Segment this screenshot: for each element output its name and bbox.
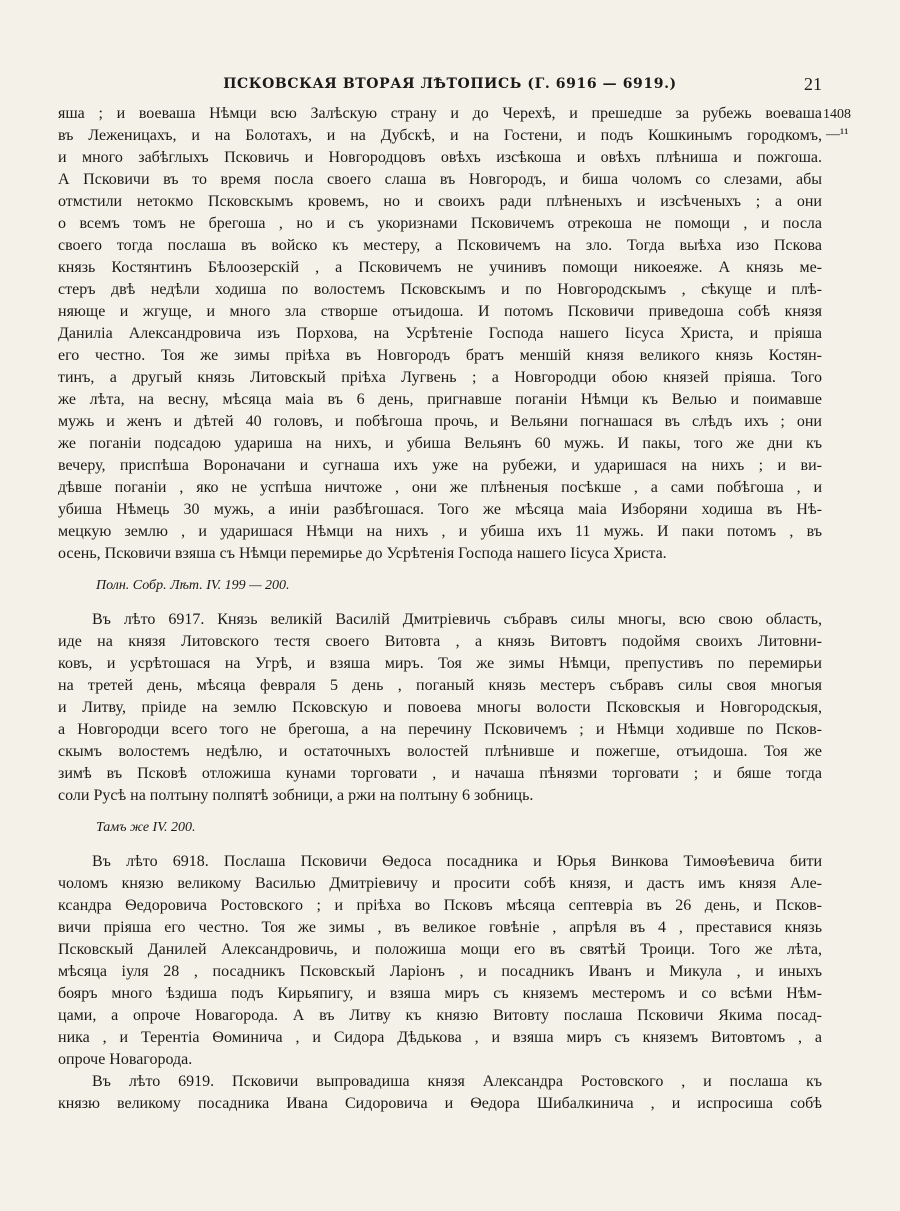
paragraph-1 <box>58 103 822 565</box>
text-line: и Литву, пріиде на землю Псковскую и повоева многы волости Псковскыя и Новгородскыя, <box>58 699 822 716</box>
text-line: князь Костянтинъ Бѣлоозерскій , а Псковичемъ не учинивъ помощи никоеяже. А князь ме- <box>58 259 822 276</box>
text-line: яша ; и воеваша Нѣмци всю Залѣскую страну и до Черехѣ, и прешедше за рубежь воеваша <box>58 105 822 122</box>
text-line: а Новгородци всего того не брегоша, а на перечину Псковичемъ ; и Нѣмци ходивше по Псков- <box>58 721 822 738</box>
paragraph-2 <box>58 609 822 807</box>
text-line: въ Леженицахъ, и на Болотахъ, и на Дубскѣ, и на Гостени, и подъ Кошкинымъ городкомъ, <box>58 127 822 144</box>
text-line: чоломъ князю великому Василью Дмитріевичу и просити собѣ князя, и дастъ имъ князя Але- <box>58 875 822 892</box>
text-line: князю великому посадника Ивана Сидоровича и Ѳедора Шибалкинича , и испросиша собѣ <box>58 1095 822 1112</box>
body-text <box>58 103 822 1115</box>
source-citation-2: Тамъ же IV. 200. <box>96 820 196 835</box>
text-line: на третей день, мѣсяца февраля 5 день , поганый князь местеръ събравъ силы своя многыя <box>58 677 822 694</box>
text-line: Въ лѣто 6919. Псковичи выпровадиша князя Александра Ростовского , и послаша къ <box>92 1073 822 1090</box>
text-line: же лѣта, на весну, мѣсяца маіа въ 6 день, пригнавше поганіи Нѣмци къ Велью и поимавше <box>58 391 822 408</box>
text-line: дѣвше поганіи , яко не успѣша ничтоже , они же плѣненыя посѣкше , а сами побѣгоша , и <box>58 479 822 496</box>
text-line: вечеру, приспѣша Вороначани и сугнаша ихъ уже на рубежи, и ударишася на нихъ ; и ви- <box>58 457 822 474</box>
text-line: бояръ много ѣздиша подъ Кирьяпигу, и взяша миръ съ княземъ местеромъ и со всѣми Нѣм- <box>58 985 822 1002</box>
text-line: ксандра Ѳедоровича Ростовского ; и пріѣха во Псковъ мѣсяца септевріа въ 26 день, и Псков- <box>58 897 822 914</box>
text-line: мецкую землю , и ударишася Нѣмци на нихъ , и убиша ихъ 11 мужь. И паки потомъ , въ <box>58 523 822 540</box>
text-line: Псковскый Данилей Александровичь, и положиша мощи его въ святѣй Троици. Того же лѣта, <box>58 941 822 958</box>
text-line: же поганіи подсадою удариша на нихъ, и убиша Вельянъ 60 мужь. И пакы, того же дни къ <box>58 435 822 452</box>
text-line: Въ лѣто 6918. Послаша Псковичи Ѳедоса посадника и Юрья Винкова Тимоѳѣевича бити <box>92 853 822 870</box>
text-line: убиша Нѣмець 30 мужь, а иніи разбѣгошася. Того же мѣсяца маіа Изборяни ходиша въ Нѣ- <box>58 501 822 518</box>
page-header <box>0 74 900 98</box>
text-line: А Псковичи въ то время посла своего слаша въ Новгородъ, и биша чоломъ со слезами, абы <box>58 171 822 188</box>
paragraph-4 <box>58 1071 822 1115</box>
text-line: опроче Новагорода. <box>58 1051 193 1068</box>
source-citation-1: Полн. Собр. Лѣт. IV. 199 — 200. <box>96 578 290 593</box>
text-line: вичи пріяша его честно. Тоя же зимы , въ великое говѣніе , апрѣля въ 4 , преставися князь <box>58 919 822 936</box>
text-line: стеръ двѣ недѣли ходиша по волостемъ Псковскымъ и по Новгородскымъ , сѣкуще и плѣ- <box>58 281 822 298</box>
text-line: Даниліа Александровича изъ Порхова, на Усрѣтеніе Господа нашего Іісуса Христа, и пріяша <box>58 325 822 342</box>
text-line: о всемъ томъ не брегоша , но и съ укоризнами Псковичемъ отрекоша не помощи , и посла <box>58 215 822 232</box>
text-line: Въ лѣто 6917. Князь великій Василій Дмитріевичь събравъ силы многы, всю свою область, <box>92 611 822 628</box>
text-line: мужь и женъ и дѣтей 40 головъ, и побѣгоша прочь, и Вельяни погнашася въ слѣдъ ихъ ; они <box>58 413 822 430</box>
margin-year-note: 1408 <box>823 107 851 122</box>
margin-footnote-mark: —¹¹ <box>826 127 849 142</box>
text-line: своего тогда послаша въ войско къ местеру, а Псковичемъ на зло. Тогда выѣха изо Пскова <box>58 237 822 254</box>
text-line: ковъ, и усрѣтошася на Угрѣ, и взяша миръ. Тоя же зимы Нѣмци, препустивъ по перемирьи <box>58 655 822 672</box>
text-line: отмстили нетокмо Псковскымъ кровемъ, но и своихъ ради плѣненыхъ и изсѣченыхъ ; а они <box>58 193 822 210</box>
text-line: ника , и Терентіа Ѳоминича , и Сидора Дѣдькова , и взяша миръ съ княземъ Витовтомъ , а <box>58 1029 822 1046</box>
text-line: иде на князя Литовского тестя своего Витовта , а князь Витовтъ подоймя своихъ Литовни- <box>58 633 822 650</box>
text-line: зимѣ въ Псковѣ отложиша кунами торговати , и начаша пѣнязми торговати ; и бяше тогда <box>58 765 822 782</box>
running-title: ПСКОВСКАЯ ВТОРАЯ ЛѢТОПИСЬ (Г. 6916 — 6919.) <box>223 76 677 92</box>
text-line: осень, Псковичи взяша съ Нѣмци перемирье до Усрѣтенія Господа нашего Іісуса Христа. <box>58 545 667 562</box>
paragraph-3 <box>58 851 822 1071</box>
page-number: 21 <box>804 74 822 94</box>
text-line: цами, а опроче Новагорода. А въ Литву къ князю Витовту послаша Псковичи Якима посад- <box>58 1007 822 1024</box>
text-line: тинъ, а другый князь Литовскый пріѣха Лугвень ; а Новгородци обою князей пріяша. Того <box>58 369 822 386</box>
text-line: скымъ волостемъ недѣлю, и остаточныхъ волостей плѣнивше и пожегше, отъидоша. Тоя же <box>58 743 822 760</box>
text-line: соли Русѣ на полтыну полпятѣ зобници, а ржи на полтыну 6 зобниць. <box>58 787 534 804</box>
text-line: няюще и жгуще, и много зла створше отъидоша. И потомъ Псковичи приведоша собѣ князя <box>58 303 822 320</box>
text-line: его честно. Тоя же зимы пріѣха въ Новгородъ братъ меншій князя великого князь Костян- <box>58 347 822 364</box>
text-line: мѣсяца іуля 28 , посадникъ Псковскый Ларіонъ , и посадникъ Иванъ и Микула , и иныхъ <box>58 963 822 980</box>
text-line: и много забѣглыхъ Псковичь и Новгородцовъ овѣхъ изсѣкоша и овѣхъ плѣниша и пожгоша. <box>58 149 822 166</box>
